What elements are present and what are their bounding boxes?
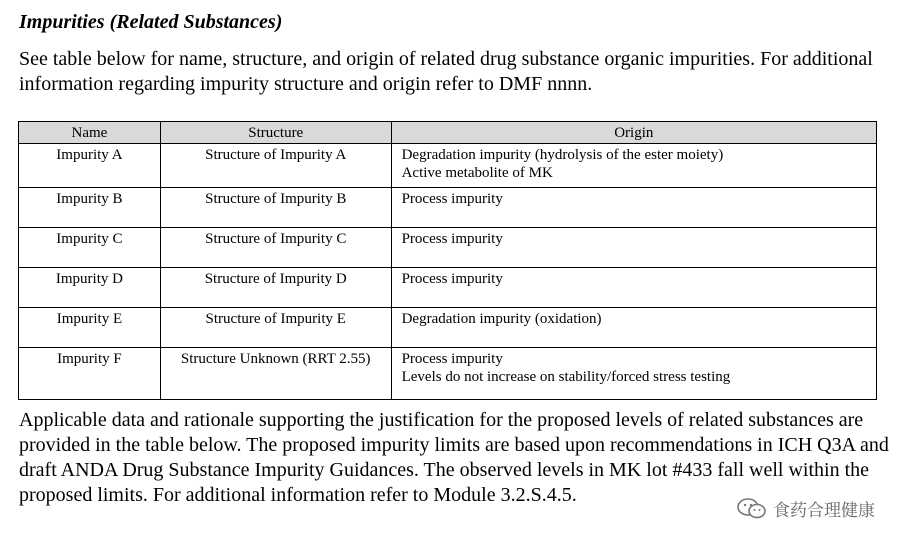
- watermark-text: 食药合理健康: [773, 501, 875, 521]
- impurity-origin: [391, 188, 876, 228]
- impurity-structure: Structure of Impurity B: [160, 188, 391, 228]
- impurity-origin: [391, 228, 876, 268]
- origin-line: Levels do not increase on stability/forced stress testing: [401, 369, 731, 385]
- section-heading: Impurities (Related Substances): [19, 11, 283, 33]
- origin-line: Process impurity: [401, 351, 503, 367]
- header-structure: Structure: [160, 122, 391, 144]
- closing-paragraph: Applicable data and rationale supporting the justification for the proposed levels of related substances are provided in the table below. The proposed impurity limits are based upon recommendations in ICH Q3A and draft ANDA Drug Substance Impurity Guidances. The observed levels in MK lot #433 fall well within the proposed limits. For additional information refer to Module 3.2.S.4.5.: [19, 409, 889, 506]
- impurity-structure: Structure of Impurity A: [160, 144, 391, 188]
- table-row: [19, 228, 877, 268]
- impurity-name: Impurity F: [19, 348, 161, 400]
- impurity-name: Impurity D: [19, 268, 161, 308]
- table-row: [19, 348, 877, 400]
- header-origin: Origin: [391, 122, 876, 144]
- watermark: [737, 496, 875, 521]
- impurity-origin: [391, 144, 876, 188]
- origin-line: Active metabolite of MK: [401, 165, 553, 181]
- table-row: [19, 308, 877, 348]
- intro-paragraph: See table below for name, structure, and origin of related drug substance organic impurities. For additional information regarding impurity structure and origin refer to DMF nnnn.: [19, 48, 873, 95]
- impurity-structure: Structure of Impurity E: [160, 308, 391, 348]
- impurity-structure: Structure of Impurity C: [160, 228, 391, 268]
- impurity-structure: Structure of Impurity D: [160, 268, 391, 308]
- impurity-name: Impurity A: [19, 144, 161, 188]
- table-row: [19, 144, 877, 188]
- impurity-name: Impurity C: [19, 228, 161, 268]
- table-row: [19, 268, 877, 308]
- origin-line: Process impurity: [401, 271, 503, 287]
- origin-line: Degradation impurity (oxidation): [401, 311, 602, 327]
- impurity-name: Impurity E: [19, 308, 161, 348]
- impurities-table: [18, 121, 877, 400]
- wechat-icon: [737, 498, 767, 520]
- impurity-origin: [391, 348, 876, 400]
- impurity-origin: [391, 308, 876, 348]
- header-name: Name: [19, 122, 161, 144]
- origin-line: Degradation impurity (hydrolysis of the ester moiety): [401, 147, 724, 163]
- origin-line: Process impurity: [401, 231, 503, 247]
- impurity-origin: [391, 268, 876, 308]
- table-header-row: [19, 122, 877, 144]
- table-row: [19, 188, 877, 228]
- origin-line: Process impurity: [401, 191, 503, 207]
- impurity-name: Impurity B: [19, 188, 161, 228]
- impurity-structure: Structure Unknown (RRT 2.55): [160, 348, 391, 400]
